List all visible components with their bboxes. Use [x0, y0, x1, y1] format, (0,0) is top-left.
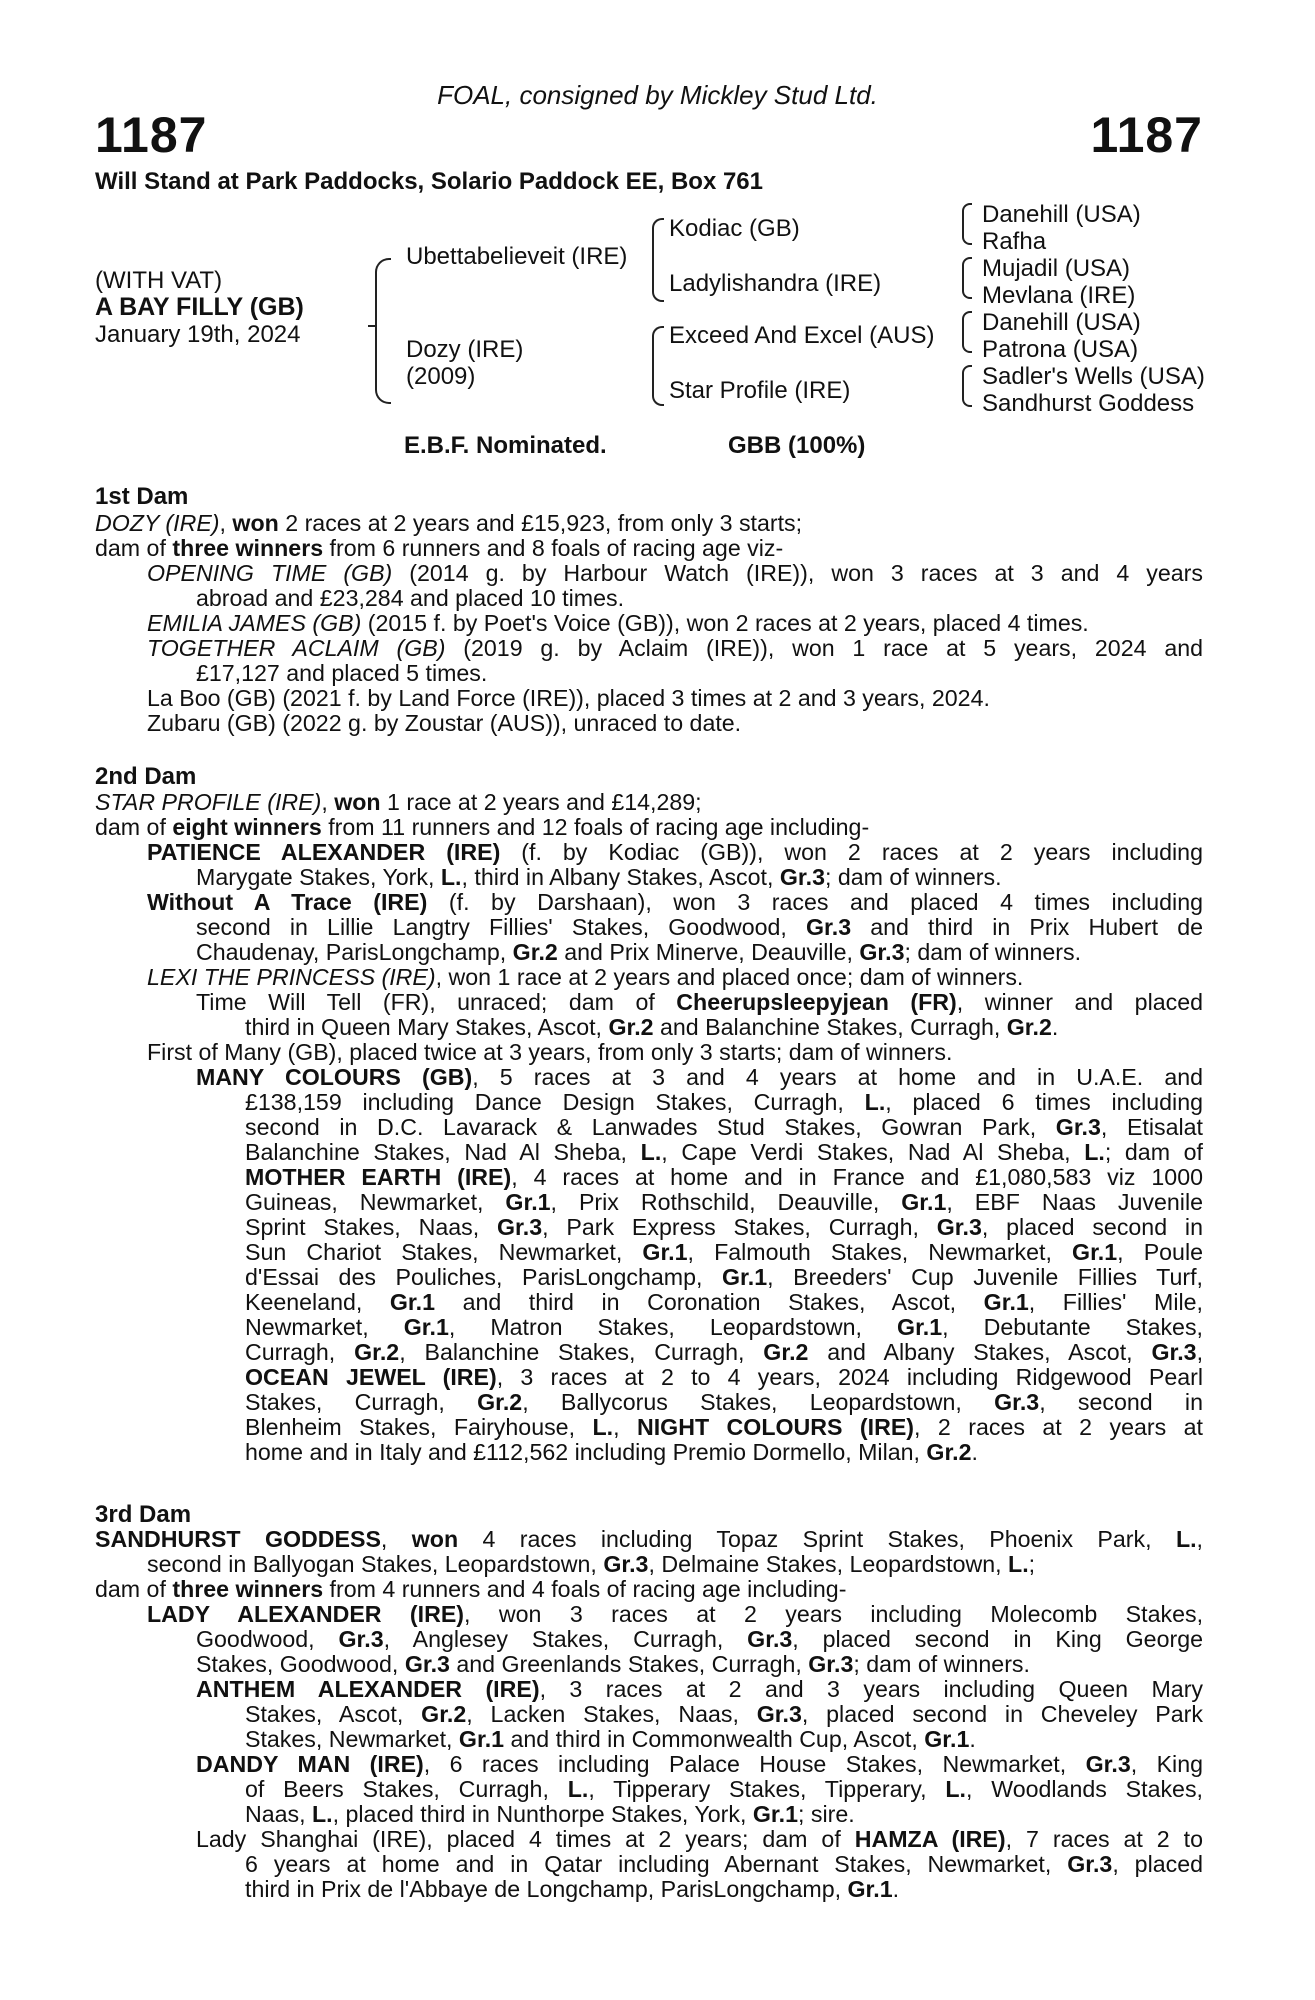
- horse-dob: January 19th, 2024: [95, 321, 301, 348]
- body-line: [196, 1827, 1203, 1852]
- text-run: ;: [1028, 1551, 1036, 1577]
- bold-text: ANTHEM ALEXANDER (IRE): [196, 1676, 540, 1702]
- text-run: third in Prix de l'Abbaye de Longchamp, ParisLongchamp,: [245, 1876, 848, 1902]
- stand-location: Will Stand at Park Paddocks, Solario Paddock EE, Box 761: [95, 168, 764, 195]
- body-line: [147, 611, 1089, 636]
- text-run: dam of: [95, 1576, 173, 1602]
- bold-text: Gr.3: [779, 864, 825, 890]
- body-line: [245, 1727, 976, 1752]
- body-line: [196, 1677, 1203, 1702]
- bold-text: MOTHER EARTH (IRE): [245, 1164, 512, 1190]
- text-run: , placed third in Nunthorpe Stakes, York,: [332, 1801, 753, 1827]
- text-run: Balanchine Stakes, Nad Al Sheba,: [245, 1139, 641, 1165]
- text-run: Stakes, Goodwood,: [196, 1651, 405, 1677]
- text-run: 6 years at home and in Qatar including Abernant Stakes, Newmarket,: [245, 1851, 1068, 1877]
- body-line: [147, 686, 990, 711]
- bold-text: Gr.3: [1085, 1751, 1131, 1777]
- text-run: , placed: [1112, 1851, 1204, 1877]
- italic-text: EMILIA JAMES (GB): [147, 610, 362, 636]
- text-run: from 11 runners and 12 foals of racing age including-: [321, 814, 870, 840]
- text-run: abroad and £23,284 and placed 10 times.: [196, 585, 625, 611]
- text-run: , Lacken Stakes, Naas,: [466, 1701, 757, 1727]
- body-line: [245, 1090, 1203, 1115]
- text-run: , placed second in: [981, 1214, 1203, 1240]
- text-run: ,: [1196, 1339, 1204, 1365]
- bold-text: Gr.2: [354, 1339, 400, 1365]
- bold-text: Gr.1: [1072, 1239, 1118, 1265]
- bold-text: Gr.1: [897, 1314, 943, 1340]
- bold-text: Gr.2: [512, 939, 558, 965]
- body-line: [196, 915, 1203, 940]
- text-run: , Poule: [1117, 1239, 1203, 1265]
- body-line: [147, 1602, 1203, 1627]
- text-run: ,: [380, 1526, 412, 1552]
- gbb-status: GBB (100%): [728, 432, 866, 459]
- bold-text: Gr.2: [1006, 1014, 1052, 1040]
- body-line: [196, 1652, 1030, 1677]
- pedigree-brace-ds: [962, 311, 972, 353]
- bold-text: Gr.3: [1055, 1114, 1101, 1140]
- bold-text: Gr.1: [901, 1189, 947, 1215]
- body-line: [95, 1527, 1203, 1552]
- sire-dam: Ladylishandra (IRE): [669, 270, 882, 297]
- text-run: ; dam of winners.: [904, 939, 1082, 965]
- text-run: .: [971, 1439, 978, 1465]
- bold-text: won: [232, 510, 279, 536]
- pedigree-brace-main: [375, 258, 391, 404]
- bold-text: Gr.3: [936, 1214, 982, 1240]
- bold-text: L.: [567, 1776, 589, 1802]
- text-run: ; dam of: [1104, 1139, 1203, 1165]
- text-run: , Tipperary Stakes, Tipperary,: [588, 1776, 946, 1802]
- body-line: [245, 1802, 855, 1827]
- text-run: , Park Express Stakes, Curragh,: [542, 1214, 937, 1240]
- sire-sire: Kodiac (GB): [669, 215, 800, 242]
- bold-text: Gr.1: [389, 1289, 436, 1315]
- body-line: [196, 990, 1203, 1015]
- text-run: ,: [613, 1414, 637, 1440]
- bold-text: L.: [640, 1139, 662, 1165]
- italic-text: DOZY (IRE): [95, 510, 220, 536]
- sire-sire-dam: Rafha: [982, 228, 1047, 255]
- text-run: Sun Chariot Stakes, Newmarket,: [245, 1239, 643, 1265]
- text-run: , Matron Stakes, Leopardstown,: [448, 1314, 898, 1340]
- bold-text: Gr.3: [404, 1651, 450, 1677]
- text-run: , 5 races at 3 and 4 years at home and in U.A.E. and: [472, 1064, 1204, 1090]
- text-run: 2 races at 2 years and £15,923, from only 3 starts;: [278, 510, 803, 536]
- bold-text: Gr.1: [924, 1726, 970, 1752]
- bold-text: Gr.3: [994, 1389, 1040, 1415]
- text-run: , placed second in Cheveley Park: [801, 1701, 1203, 1727]
- text-run: Lady Shanghai (IRE), placed 4 times at 2 years; dam of: [196, 1826, 855, 1852]
- body-line: [245, 1315, 1203, 1340]
- text-run: , second in: [1039, 1389, 1203, 1415]
- bold-text: Gr.3: [1151, 1339, 1197, 1365]
- bold-text: Gr.3: [756, 1701, 802, 1727]
- bold-text: L.: [312, 1801, 333, 1827]
- text-run: Curragh,: [245, 1339, 355, 1365]
- text-run: Naas,: [245, 1801, 313, 1827]
- text-run: and Balanchine Stakes, Curragh,: [653, 1014, 1007, 1040]
- text-run: Stakes, Ascot,: [245, 1701, 422, 1727]
- text-run: , Breeders' Cup Juvenile Fillies Turf,: [767, 1264, 1203, 1290]
- text-run: and Prix Minerve, Deauville,: [557, 939, 860, 965]
- dam-sire-sire: Danehill (USA): [982, 309, 1141, 336]
- bold-text: three winners: [172, 535, 324, 561]
- body-line: [245, 1240, 1203, 1265]
- text-run: , 7 races at 2 to: [1005, 1826, 1203, 1852]
- bold-text: Cheerupsleepyjean (FR): [676, 989, 957, 1015]
- text-run: , placed 6 times including: [885, 1089, 1203, 1115]
- body-line: [245, 1190, 1203, 1215]
- bold-text: won: [334, 789, 381, 815]
- text-run: , won 1 race at 2 years and placed once; dam of winners.: [435, 964, 1024, 990]
- body-line: [245, 1365, 1203, 1390]
- text-run: and third in Commonwealth Cup, Ascot,: [504, 1726, 925, 1752]
- body-line: [95, 511, 802, 536]
- text-run: and third in Coronation Stakes, Ascot,: [435, 1289, 984, 1315]
- bold-text: Gr.3: [806, 914, 852, 940]
- text-run: , Ballycorus Stakes, Leopardstown,: [522, 1389, 995, 1415]
- text-run: , 4 races at home and in France and £1,080,583 viz 1000: [511, 1164, 1203, 1190]
- text-run: home and in Italy and £112,562 including Premio Dormello, Milan,: [245, 1439, 927, 1465]
- text-run: , Woodlands Stakes,: [966, 1776, 1203, 1802]
- text-run: , EBF Naas Juvenile: [946, 1189, 1203, 1215]
- bold-text: Gr.1: [983, 1289, 1029, 1315]
- body-line: [147, 1552, 1035, 1577]
- body-line: [147, 890, 1203, 915]
- pedigree-brace-dam: [652, 326, 664, 406]
- bold-text: Gr.3: [497, 1214, 543, 1240]
- body-line: [245, 1440, 978, 1465]
- bold-text: Gr.1: [403, 1314, 449, 1340]
- bold-text: Gr.2: [477, 1389, 523, 1415]
- text-run: , Fillies' Mile,: [1028, 1289, 1203, 1315]
- bold-text: L.: [440, 864, 462, 890]
- italic-text: LEXI THE PRINCESS (IRE): [147, 964, 436, 990]
- italic-text: OPENING TIME (GB): [147, 560, 393, 586]
- body-line: [245, 1015, 1058, 1040]
- bold-text: L.: [864, 1089, 886, 1115]
- dam-sire-dam: Patrona (USA): [982, 336, 1139, 363]
- bold-text: Gr.2: [608, 1014, 654, 1040]
- body-line: [95, 1577, 846, 1602]
- consignor-line: FOAL, consigned by Mickley Stud Ltd.: [437, 80, 878, 110]
- text-run: d'Essai des Pouliches, ParisLongchamp,: [245, 1264, 722, 1290]
- bold-text: HAMZA (IRE): [854, 1826, 1006, 1852]
- bold-text: Gr.3: [1067, 1851, 1113, 1877]
- text-run: , King: [1130, 1751, 1203, 1777]
- text-run: 1 race at 2 years and £14,289;: [380, 789, 702, 815]
- second-dam-heading: 2nd Dam: [95, 763, 197, 790]
- text-run: Newmarket,: [245, 1314, 404, 1340]
- text-run: ,: [1196, 1526, 1203, 1552]
- body-line: [196, 865, 1002, 890]
- ebf-nomination: E.B.F. Nominated.: [404, 432, 607, 459]
- text-run: third in Queen Mary Stakes, Ascot,: [245, 1014, 609, 1040]
- bold-text: LADY ALEXANDER (IRE): [147, 1601, 465, 1627]
- text-run: , winner and placed: [956, 989, 1203, 1015]
- text-run: Sprint Stakes, Naas,: [245, 1214, 497, 1240]
- text-run: and Albany Stakes, Ascot,: [808, 1339, 1152, 1365]
- italic-text: TOGETHER ACLAIM (GB): [147, 635, 446, 661]
- text-run: Guineas, Newmarket,: [245, 1189, 506, 1215]
- body-line: [245, 1777, 1203, 1802]
- bold-text: MANY COLOURS (GB): [196, 1064, 473, 1090]
- pedigree-brace-dd: [962, 365, 972, 407]
- third-dam-heading: 3rd Dam: [95, 1501, 192, 1528]
- body-line: [147, 840, 1203, 865]
- text-run: £17,127 and placed 5 times.: [196, 660, 488, 686]
- text-run: , 3 races at 2 to 4 years, 2024 including Ridgewood Pearl: [496, 1364, 1203, 1390]
- body-line: [245, 1140, 1203, 1165]
- bold-text: SANDHURST GODDESS: [95, 1526, 381, 1552]
- text-run: First of Many (GB), placed twice at 3 years, from only 3 starts; dam of winners.: [147, 1039, 953, 1065]
- text-run: and Greenlands Stakes, Curragh,: [449, 1651, 809, 1677]
- body-line: [245, 1215, 1203, 1240]
- first-dam-heading: 1st Dam: [95, 483, 189, 510]
- dam-dam-sire: Sadler's Wells (USA): [982, 363, 1205, 390]
- text-run: (2014 g. by Harbour Watch (IRE)), won 3 races at 3 and 4 years: [392, 560, 1204, 586]
- bold-text: L.: [1084, 1139, 1105, 1165]
- text-run: , 6 races including Palace House Stakes, Newmarket,: [423, 1751, 1086, 1777]
- pedigree-brace-ss: [962, 203, 972, 245]
- bold-text: Gr.2: [763, 1339, 809, 1365]
- text-run: (2019 g. by Aclaim (IRE)), won 1 race at 5 years, 2024 and: [445, 635, 1204, 661]
- text-run: , 3 races at 2 and 3 years including Queen Mary: [539, 1676, 1204, 1702]
- text-run: , Balanchine Stakes, Curragh,: [399, 1339, 764, 1365]
- text-run: of Beers Stakes, Curragh,: [245, 1776, 568, 1802]
- text-run: (f. by Darshaan), won 3 races and placed 4 times including: [427, 889, 1203, 915]
- bold-text: Gr.3: [747, 1626, 793, 1652]
- text-run: , Delmaine Stakes, Leopardstown,: [648, 1551, 1009, 1577]
- text-run: second in D.C. Lavarack & Lanwades Stud Stakes, Gowran Park,: [245, 1114, 1056, 1140]
- bold-text: PATIENCE ALEXANDER (IRE): [147, 839, 501, 865]
- text-run: Time Will Tell (FR), unraced; dam of: [196, 989, 677, 1015]
- bold-text: NIGHT COLOURS (IRE): [636, 1414, 915, 1440]
- bold-text: Gr.1: [458, 1726, 505, 1752]
- pedigree-brace-sire: [652, 218, 664, 302]
- text-run: La Boo (GB) (2021 f. by Land Force (IRE)), placed 3 times at 2 and 3 years, 2024.: [147, 685, 990, 711]
- bold-text: Gr.1: [642, 1239, 688, 1265]
- dam-name: Dozy (IRE): [406, 336, 524, 363]
- pedigree-brace-sd: [962, 257, 972, 299]
- text-run: ; dam of winners.: [853, 1651, 1030, 1677]
- body-line: [196, 586, 624, 611]
- body-line: [245, 1415, 1203, 1440]
- text-run: from 4 runners and 4 foals of racing age including-: [323, 1576, 847, 1602]
- sire-dam-sire: Mujadil (USA): [982, 255, 1131, 282]
- sire-sire-sire: Danehill (USA): [982, 201, 1141, 228]
- bold-text: OCEAN JEWEL (IRE): [245, 1364, 497, 1390]
- dam-sire: Exceed And Excel (AUS): [669, 322, 935, 349]
- dam-dam: Star Profile (IRE): [669, 377, 851, 404]
- text-run: , Etisalat: [1100, 1114, 1203, 1140]
- text-run: ; dam of winners.: [824, 864, 1002, 890]
- text-run: , Prix Rothschild, Deauville,: [550, 1189, 902, 1215]
- body-line: [147, 711, 741, 736]
- body-line: [245, 1115, 1203, 1140]
- text-run: ; sire.: [797, 1801, 855, 1827]
- body-line: [147, 1040, 952, 1065]
- text-run: dam of: [95, 814, 173, 840]
- bold-text: eight winners: [172, 814, 322, 840]
- body-line: [245, 1290, 1203, 1315]
- body-line: [196, 1627, 1203, 1652]
- lot-number-right: 1187: [1090, 107, 1203, 163]
- body-line: [245, 1877, 899, 1902]
- bold-text: Gr.3: [603, 1551, 649, 1577]
- bold-text: L.: [592, 1414, 614, 1440]
- sire-name: Ubettabelieveit (IRE): [406, 243, 628, 270]
- text-run: and third in Prix Hubert de: [851, 914, 1203, 940]
- bold-text: L.: [945, 1776, 966, 1802]
- italic-text: STAR PROFILE (IRE): [95, 789, 322, 815]
- horse-name: A BAY FILLY (GB): [95, 293, 304, 321]
- bold-text: Gr.1: [505, 1189, 551, 1215]
- text-run: Blenheim Stakes, Fairyhouse,: [245, 1414, 593, 1440]
- text-run: , third in Albany Stakes, Ascot,: [461, 864, 780, 890]
- text-run: , 2 races at 2 years at: [914, 1414, 1203, 1440]
- body-line: [196, 661, 487, 686]
- dam-dam-dam: Sandhurst Goddess: [982, 390, 1195, 417]
- text-run: £138,159 including Dance Design Stakes, Curragh,: [245, 1089, 865, 1115]
- text-run: Stakes, Newmarket,: [245, 1726, 459, 1752]
- text-run: .: [1051, 1014, 1059, 1040]
- text-run: Zubaru (GB) (2022 g. by Zoustar (AUS)), unraced to date.: [147, 710, 742, 736]
- body-line: [196, 1752, 1203, 1777]
- bold-text: Gr.1: [847, 1876, 893, 1902]
- text-run: ,: [321, 789, 335, 815]
- bold-text: L.: [1008, 1551, 1029, 1577]
- bold-text: Gr.2: [421, 1701, 467, 1727]
- body-line: [245, 1340, 1203, 1365]
- text-run: Goodwood,: [196, 1626, 339, 1652]
- bold-text: Gr.1: [721, 1264, 768, 1290]
- text-run: , placed second in King George: [792, 1626, 1203, 1652]
- lot-number-left: 1187: [95, 107, 208, 163]
- body-line: [245, 1702, 1203, 1727]
- bold-text: L.: [1175, 1526, 1197, 1552]
- text-run: , Falmouth Stakes, Newmarket,: [687, 1239, 1073, 1265]
- text-run: ,: [219, 510, 233, 536]
- text-run: Marygate Stakes, York,: [196, 864, 441, 890]
- text-run: .: [969, 1726, 976, 1752]
- body-line: [245, 1852, 1203, 1877]
- body-line: [245, 1265, 1203, 1290]
- bold-text: Gr.1: [752, 1801, 798, 1827]
- body-line: [196, 1065, 1203, 1090]
- bold-text: DANDY MAN (IRE): [196, 1751, 424, 1777]
- pedigree-brace-main-tip: [368, 325, 376, 327]
- text-run: , Debutante Stakes,: [942, 1314, 1203, 1340]
- body-line: [95, 790, 702, 815]
- text-run: (f. by Kodiac (GB)), won 2 races at 2 years including: [500, 839, 1203, 865]
- bold-text: Gr.3: [808, 1651, 854, 1677]
- body-line: [245, 1390, 1203, 1415]
- body-line: [95, 536, 783, 561]
- bold-text: Gr.3: [859, 939, 905, 965]
- text-run: dam of: [95, 535, 173, 561]
- text-run: .: [892, 1876, 900, 1902]
- body-line: [147, 561, 1203, 586]
- text-run: (2015 f. by Poet's Voice (GB)), won 2 races at 2 years, placed 4 times.: [361, 610, 1089, 636]
- body-line: [196, 940, 1081, 965]
- text-run: , Cape Verdi Stakes, Nad Al Sheba,: [661, 1139, 1085, 1165]
- text-run: from 6 runners and 8 foals of racing age viz-: [323, 535, 784, 561]
- text-run: Keeneland,: [245, 1289, 390, 1315]
- body-line: [95, 815, 869, 840]
- bold-text: Gr.3: [338, 1626, 384, 1652]
- body-line: [245, 1165, 1203, 1190]
- text-run: second in Ballyogan Stakes, Leopardstown,: [147, 1551, 604, 1577]
- text-run: , Anglesey Stakes, Curragh,: [383, 1626, 748, 1652]
- bold-text: three winners: [172, 1576, 324, 1602]
- text-run: 4 races including Topaz Sprint Stakes, Phoenix Park,: [458, 1526, 1176, 1552]
- text-run: second in Lillie Langtry Fillies' Stakes, Goodwood,: [196, 914, 806, 940]
- bold-text: Gr.2: [926, 1439, 972, 1465]
- dam-year: (2009): [406, 363, 476, 390]
- text-run: , won 3 races at 2 years including Molecomb Stakes,: [464, 1601, 1204, 1627]
- sire-dam-dam: Mevlana (IRE): [982, 282, 1136, 309]
- bold-text: Without A Trace (IRE): [147, 889, 428, 915]
- vat-note: (WITH VAT): [95, 267, 223, 294]
- text-run: Stakes, Curragh,: [245, 1389, 478, 1415]
- body-line: [147, 965, 1023, 990]
- body-line: [147, 636, 1203, 661]
- bold-text: won: [411, 1526, 459, 1552]
- text-run: Chaudenay, ParisLongchamp,: [196, 939, 513, 965]
